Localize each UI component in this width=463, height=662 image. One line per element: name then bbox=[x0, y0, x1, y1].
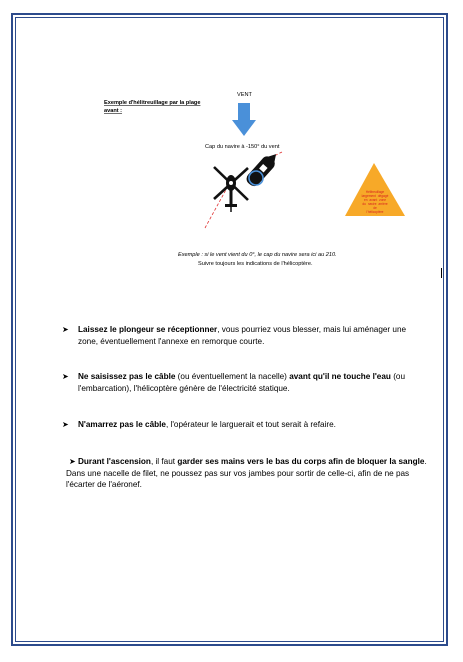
svg-text:l'hélicoptère bbox=[367, 210, 384, 214]
heading-dashed-line bbox=[205, 186, 228, 228]
triangle-word: navire bbox=[367, 202, 377, 206]
bullet-text bbox=[66, 456, 436, 491]
helicopter-icon bbox=[214, 167, 248, 212]
bullet-bold: Laissez le plongeur se réceptionner bbox=[78, 325, 218, 334]
bullet-arrow-icon: ➤ bbox=[69, 457, 76, 466]
example-title-line1: Exemple d'hélitreuillage par la plage bbox=[104, 100, 201, 106]
bullet-mid: (ou éventuellement la nacelle) bbox=[175, 372, 290, 381]
bullet-arrow-icon: ➤ bbox=[62, 325, 69, 334]
bullet-item bbox=[62, 419, 426, 431]
bullet-bold: garder ses mains vers le bas du corps afin de bloquer la sangle bbox=[177, 457, 425, 466]
wind-label: VENT bbox=[237, 92, 252, 98]
bullet-text bbox=[66, 371, 426, 394]
bullet-item bbox=[62, 324, 426, 347]
bullet-rest: (ou l'embarcation), l'hélicoptère génère de l'électricité statique. bbox=[78, 372, 406, 393]
triangle-word: avant bbox=[369, 198, 378, 202]
bullet-mid: , il faut bbox=[150, 457, 178, 466]
bullet-item bbox=[62, 371, 426, 394]
triangle-word: en bbox=[363, 198, 368, 202]
bullet-bold: avant qu'il ne touche l'eau bbox=[289, 372, 391, 381]
heading-label: Cap du navire à -150° du vent bbox=[205, 144, 280, 150]
triangle-word: du bbox=[362, 202, 366, 206]
triangle-word: zone bbox=[379, 198, 387, 202]
caption-line2: Suivre toujours les indications de l'hélicoptère. bbox=[198, 261, 313, 267]
triangle-word: dégagé bbox=[377, 194, 389, 198]
example-title-line2: avant : bbox=[104, 108, 123, 114]
bullet-rest: , l'opérateur le larguerait et tout serait à refaire. bbox=[165, 420, 336, 429]
triangle-word: largement bbox=[361, 194, 376, 198]
bullet-bold: Ne saisissez pas le câble bbox=[78, 372, 176, 381]
text-cursor bbox=[441, 268, 442, 278]
helicopter-diagram bbox=[0, 0, 463, 280]
triangle-word: arrière bbox=[378, 202, 388, 206]
bullet-text bbox=[66, 419, 426, 431]
bullet-bold: N'amarrez pas le câble bbox=[78, 420, 166, 429]
bullet-rest: . Dans une nacelle de filet, ne poussez pas sur vos jambes pour sortir de celle-ci, afin de ne pas l'écarter de l'aéronef. bbox=[66, 457, 427, 489]
wind-arrow-icon bbox=[232, 103, 256, 136]
bullet-arrow-icon: ➤ bbox=[62, 372, 69, 381]
bullet-rest: , vous pourriez vous blesser, mais lui aménager une zone, éventuellement l'annexe en remorque courte. bbox=[78, 325, 407, 346]
triangle-word: l'hélicoptère bbox=[366, 210, 384, 214]
triangle-word: de bbox=[373, 206, 377, 210]
bullet-arrow-icon: ➤ bbox=[62, 420, 69, 429]
bullet-text bbox=[66, 324, 426, 347]
bullet-item bbox=[66, 456, 436, 491]
triangle-word: Hélitreuillage bbox=[365, 190, 385, 194]
bullet-bold: Durant l'ascension bbox=[78, 457, 151, 466]
boat-icon bbox=[244, 149, 281, 188]
caption-line1: Exemple : si le vent vient du 0°, le cap du navire sera ici au 210. bbox=[178, 252, 337, 258]
